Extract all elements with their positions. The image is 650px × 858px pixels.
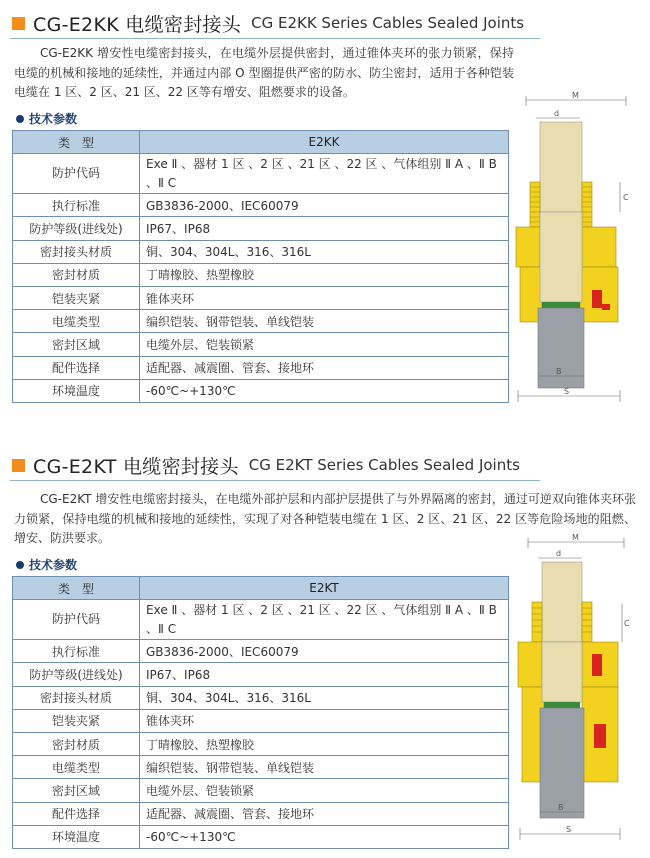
title-cn: CG-E2KT 电缆密封接头 (33, 455, 239, 478)
spec-table (12, 576, 509, 849)
header-type: 类 型 (13, 577, 140, 600)
divider (10, 480, 540, 481)
section-title (12, 10, 524, 36)
param-heading: 技术参数 (16, 556, 77, 573)
table-row: 密封接头材质 铜、304、304L、316、316L (13, 240, 509, 263)
table-row: 铠装夹紧 锥体夹环 (13, 286, 509, 309)
table-row: 密封材质 丁晴橡胶、热塑橡胶 (13, 263, 509, 286)
table-row: 铠装夹紧 锥体夹环 (13, 709, 509, 732)
table-row: 防护等级(进线处) IP67、IP68 (13, 663, 509, 686)
section-e2kt (0, 430, 650, 858)
label-b: B (558, 803, 564, 812)
label-s: S (566, 825, 572, 834)
table-row: 密封区域 电缆外层、铠装锁紧 (13, 333, 509, 356)
table-row: 防护代码 Exe Ⅱ 、器材 1 区 、2 区 、21 区 、22 区 、气体组别 Ⅱ A 、Ⅱ B 、Ⅱ C (13, 600, 509, 640)
table-header-row (13, 131, 509, 154)
header-model: E2KK (140, 131, 509, 154)
label-m: M (572, 534, 579, 542)
table-row: 配件选择 适配器、减震圈、管套、接地环 (13, 802, 509, 825)
orange-square-icon (12, 459, 25, 472)
label-d: d (554, 109, 560, 118)
label-d: d (556, 549, 562, 558)
bullet-icon (16, 561, 24, 569)
e2kt-gland-drawing (508, 534, 648, 854)
table-row: 环境温度 -60℃~+130℃ (13, 825, 509, 848)
section-title (12, 452, 520, 478)
table-row: 配件选择 适配器、减震圈、管套、接地环 (13, 356, 509, 379)
table-row: 密封区域 电缆外层、铠装锁紧 (13, 779, 509, 802)
param-heading: 技术参数 (16, 110, 77, 127)
header-model: E2KT (140, 577, 509, 600)
table-row: 密封材质 丁晴橡胶、热塑橡胶 (13, 732, 509, 755)
label-s: S (564, 387, 570, 396)
table-row: 执行标准 GB3836-2000、IEC60079 (13, 194, 509, 217)
spec-table (12, 130, 509, 403)
bullet-icon (16, 115, 24, 123)
label-b: B (556, 367, 562, 376)
title-en: CG E2KT Series Cables Sealed Joints (248, 456, 520, 474)
description: CG-E2KT 增安性电缆密封接头，在电缆外部护层和内部护层提供了与外界隔离的密封，通过可逆双向锥体夹环张力锁紧，保持电缆的机械和接地的延续性，实现了对各种铠装电缆在 1 区、2 区、21 区、22 区等危险场地的阻燃、增安、防洪要求。 (14, 492, 636, 545)
table-row: 电缆类型 编织铠装、钢带铠装、单线铠装 (13, 756, 509, 779)
title-en: CG E2KK Series Cables Sealed Joints (251, 14, 525, 32)
header-type: 类 型 (13, 131, 140, 154)
table-row: 电缆类型 编织铠装、钢带铠装、单线铠装 (13, 310, 509, 333)
table-row: 环境温度 -60℃~+130℃ (13, 379, 509, 402)
table-row: 防护等级(进线处) IP67、IP68 (13, 217, 509, 240)
e2kk-gland-drawing (508, 92, 648, 412)
title-cn: CG-E2KK 电缆密封接头 (33, 13, 242, 36)
description: CG-E2KK 增安性电缆密封接头，在电缆外层提供密封，通过锥体夹环的张力锁紧，保持电缆的机械和接地的延续性，并通过内部 O 型圈提供严密的防水、防尘密封，适用于各种铠装电缆在 1 区、2 区、21 区、22 区等有增安、阻燃要求的设备。 (14, 46, 514, 99)
label-c: C (623, 193, 629, 202)
table-row: 执行标准 GB3836-2000、IEC60079 (13, 640, 509, 663)
table-row: 密封接头材质 铜、304、304L、316、316L (13, 686, 509, 709)
label-c: C (624, 619, 630, 628)
divider (10, 38, 540, 39)
label-m: M (572, 92, 579, 100)
table-header-row (13, 577, 509, 600)
orange-square-icon (12, 17, 25, 30)
table-row: 防护代码 Exe Ⅱ 、器材 1 区 、2 区 、21 区 、22 区 、气体组别 Ⅱ A 、Ⅱ B 、Ⅱ C (13, 154, 509, 194)
